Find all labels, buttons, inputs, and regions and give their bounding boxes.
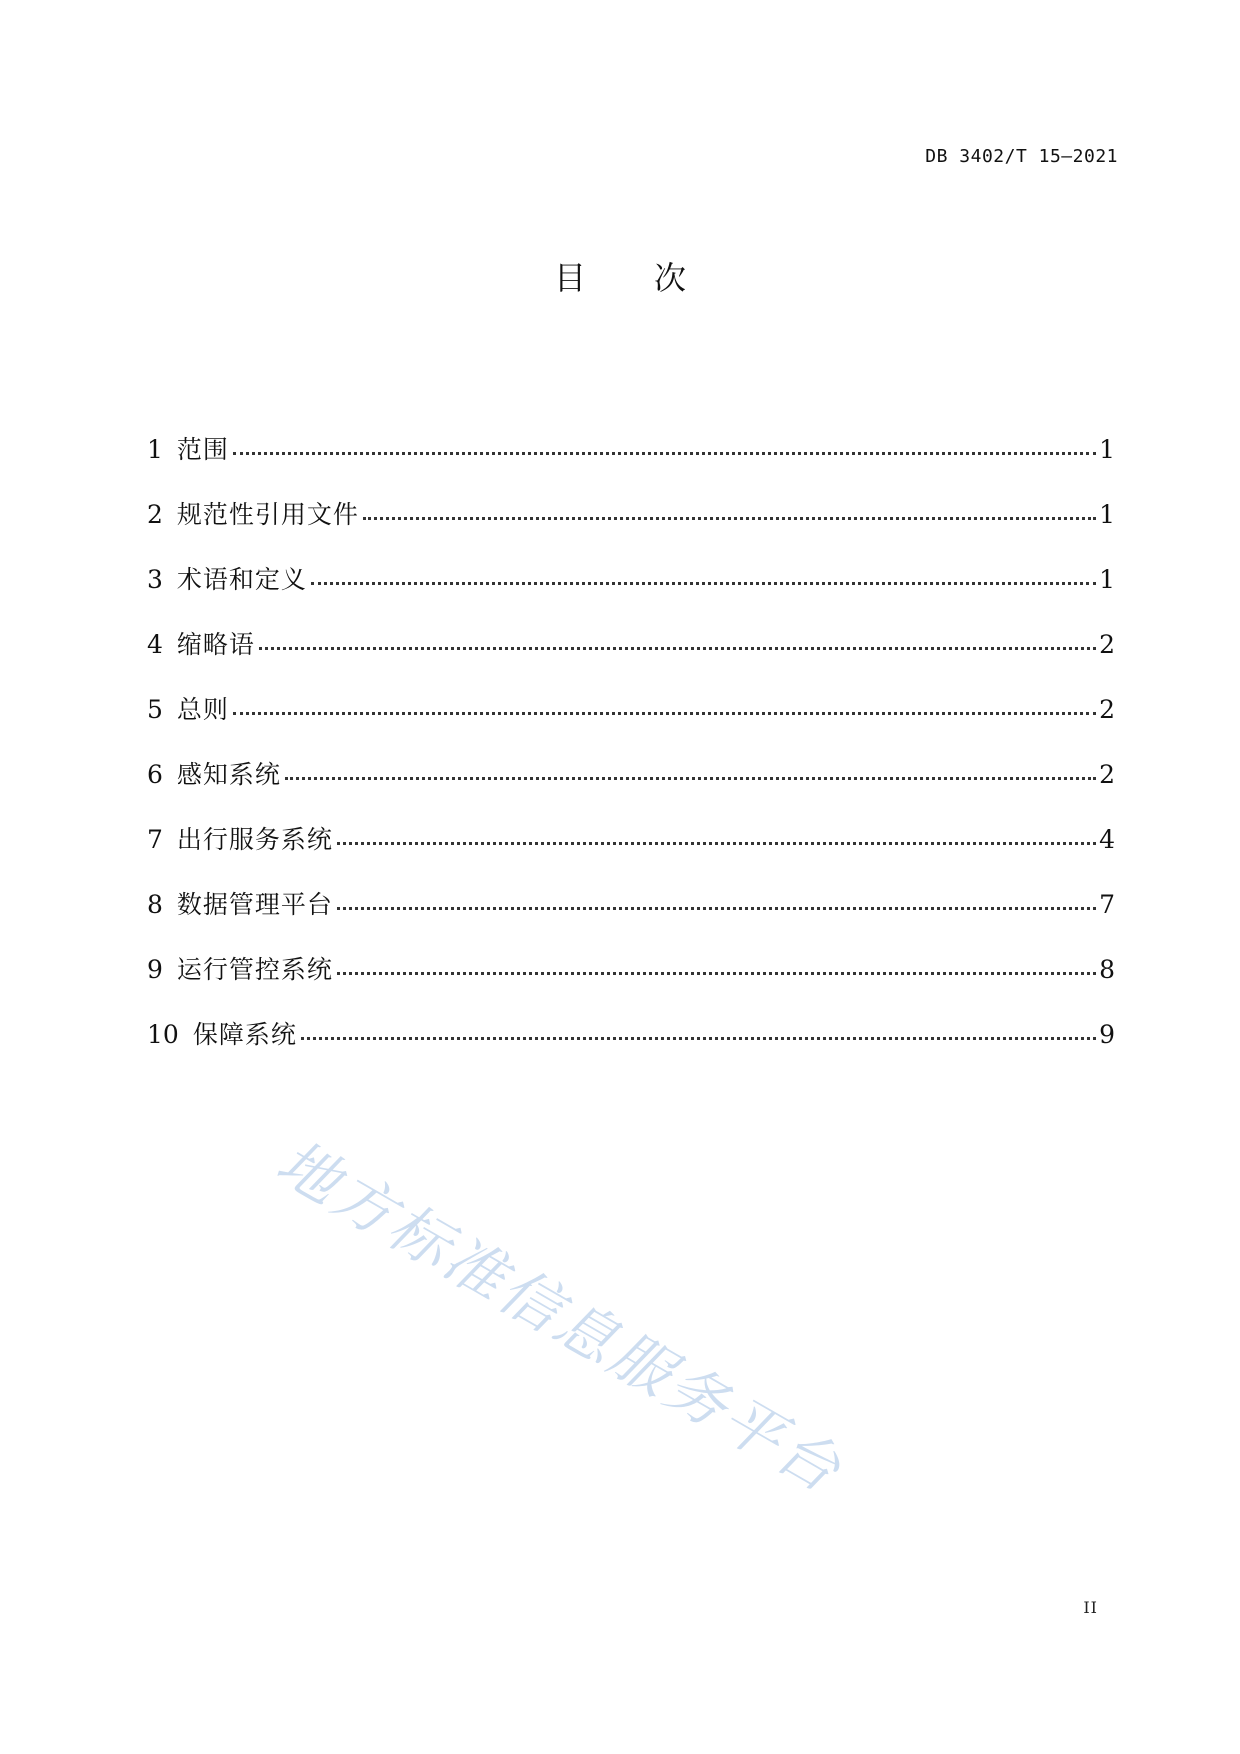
watermark: 地方标准信息服务平台 [265, 1127, 855, 1508]
toc-title [0, 258, 1240, 298]
toc-entry-10[interactable] [147, 1019, 1115, 1084]
toc-entry-label: 范围 [176, 435, 229, 464]
dot-leader [337, 842, 1096, 845]
toc-entry-number: 1 [147, 435, 163, 464]
toc-entry-label: 总则 [176, 695, 229, 724]
dot-leader [285, 777, 1096, 780]
toc-entry-number: 8 [147, 890, 163, 919]
toc-title-right: 次 [654, 259, 687, 297]
toc-entry-label: 保障系统 [192, 1020, 297, 1049]
toc-entry-3[interactable] [147, 564, 1115, 629]
dot-leader [259, 647, 1096, 650]
toc-entry-page: 8 [1099, 955, 1115, 984]
document-code: DB 3402/T 15—2021 [925, 146, 1118, 167]
toc-title-left: 目 [553, 259, 586, 297]
toc-entry-page: 4 [1099, 825, 1115, 854]
page-number: II [1083, 1598, 1098, 1617]
toc-entry-page: 2 [1099, 760, 1115, 789]
toc-entry-9[interactable] [147, 954, 1115, 1019]
dot-leader [301, 1037, 1096, 1040]
toc-entry-number: 10 [147, 1020, 179, 1049]
toc-entry-5[interactable] [147, 694, 1115, 759]
toc-entry-page: 1 [1099, 565, 1115, 594]
dot-leader [233, 452, 1096, 455]
toc-entry-number: 7 [147, 825, 163, 854]
toc-entry-page: 2 [1099, 695, 1115, 724]
toc-entry-2[interactable] [147, 499, 1115, 564]
toc-entry-number: 4 [147, 630, 163, 659]
toc-entry-number: 6 [147, 760, 163, 789]
dot-leader [337, 972, 1096, 975]
toc-entry-label: 运行管控系统 [176, 955, 333, 984]
toc-entry-label: 规范性引用文件 [176, 500, 359, 529]
toc-entry-4[interactable] [147, 629, 1115, 694]
toc-entry-number: 3 [147, 565, 163, 594]
toc-entry-7[interactable] [147, 824, 1115, 889]
toc-entry-1[interactable] [147, 434, 1115, 499]
toc-entry-label: 数据管理平台 [176, 890, 333, 919]
toc-entry-8[interactable] [147, 889, 1115, 954]
toc-entry-label: 出行服务系统 [176, 825, 333, 854]
dot-leader [311, 582, 1096, 585]
toc-entry-label: 缩略语 [176, 630, 255, 659]
dot-leader [363, 517, 1096, 520]
toc-entry-number: 9 [147, 955, 163, 984]
toc-list [147, 434, 1115, 1084]
toc-entry-page: 1 [1099, 500, 1115, 529]
toc-entry-label: 感知系统 [176, 760, 281, 789]
dot-leader [337, 907, 1096, 910]
toc-entry-label: 术语和定义 [176, 565, 307, 594]
toc-entry-number: 5 [147, 695, 163, 724]
toc-entry-page: 7 [1099, 890, 1115, 919]
toc-entry-page: 1 [1099, 435, 1115, 464]
toc-entry-page: 9 [1099, 1020, 1115, 1049]
toc-entry-number: 2 [147, 500, 163, 529]
toc-entry-6[interactable] [147, 759, 1115, 824]
toc-entry-page: 2 [1099, 630, 1115, 659]
dot-leader [233, 712, 1096, 715]
